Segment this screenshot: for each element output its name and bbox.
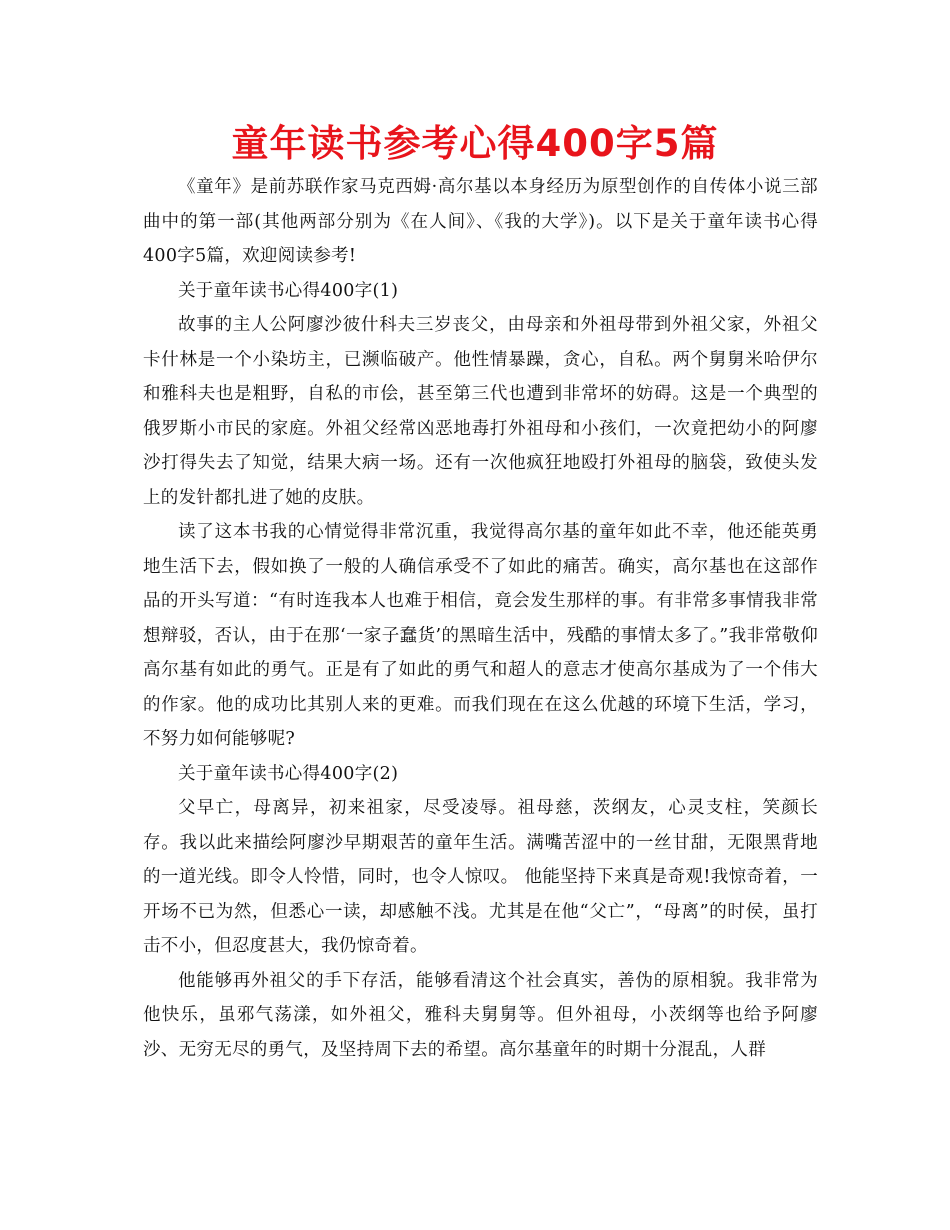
intro-paragraph: 《童年》是前苏联作家马克西姆·高尔基以本身经历为原型创作的自传体小说三部曲中的第一部(其他两部分别为《在人间》、《我的大学》)。以下是关于童年读书心得400字5篇，欢迎阅读参考! bbox=[143, 177, 818, 266]
section-heading-1: 关于童年读书心得400字(1) bbox=[178, 280, 399, 301]
document-body bbox=[143, 170, 818, 1067]
body-paragraph: 读了这本书我的心情觉得非常沉重，我觉得高尔基的童年如此不幸，他还能英勇地生活下去，假如换了一般的人确信承受不了如此的痛苦。确实，高尔基也在这部作品的开头写道：“有时连我本人也难于相信，竟会发生那样的事。有非常多事情我非常想辩驳，否认，由于在那‘一家子蠢货’的黑暗生活中，残酷的事情太多了。”我非常敬仰高尔基有如此的勇气。正是有了如此的勇气和超人的意志才使高尔基成为了一个伟大的作家。他的成功比其别人来的更难。而我们现在在这么优越的环境下生活，学习，不努力如何能够呢? bbox=[143, 522, 818, 749]
section-heading-2: 关于童年读书心得400字(2) bbox=[178, 763, 399, 784]
document-title: 童年读书参考心得400字5篇 bbox=[231, 122, 719, 165]
body-paragraph: 故事的主人公阿廖沙彼什科夫三岁丧父，由母亲和外祖母带到外祖父家，外祖父卡什林是一个小染坊主，已濒临破产。他性情暴躁，贪心，自私。两个舅舅米哈伊尔和雅科夫也是粗野，自私的市侩，甚至第三代也遭到非常坏的妨碍。这是一个典型的俄罗斯小市民的家庭。外祖父经常凶恶地毒打外祖母和小孩们，一次竟把幼小的阿廖沙打得失去了知觉，结果大病一场。还有一次他疯狂地殴打外祖母的脑袋，致使头发上的发针都扎进了她的皮肤。 bbox=[143, 315, 818, 508]
body-paragraph: 他能够再外祖父的手下存活，能够看清这个社会真实，善伪的原相貌。我非常为他快乐，虽邪气荡漾，如外祖父，雅科夫舅舅等。但外祖母，小茨纲等也给予阿廖沙、无穷无尽的勇气，及坚持周下去的希望。高尔基童年的时期十分混乱，人群 bbox=[143, 970, 818, 1060]
body-paragraph: 父早亡，母离异，初来祖家，尽受凌辱。祖母慈，茨纲友，心灵支柱，笑颜长存。我以此来描绘阿廖沙早期艰苦的童年生活。满嘴苦涩中的一丝甘甜，无限黑背地的一道光线。即令人怜惜，同时，也令人惊叹。 他能坚持下来真是奇观!我惊奇着，一开场不已为然，但悉心一读，却感触不浅。尤其是在他“父亡”，“母离”的时侯，虽打击不小，但忍度甚大，我仍惊奇着。 bbox=[143, 798, 818, 956]
